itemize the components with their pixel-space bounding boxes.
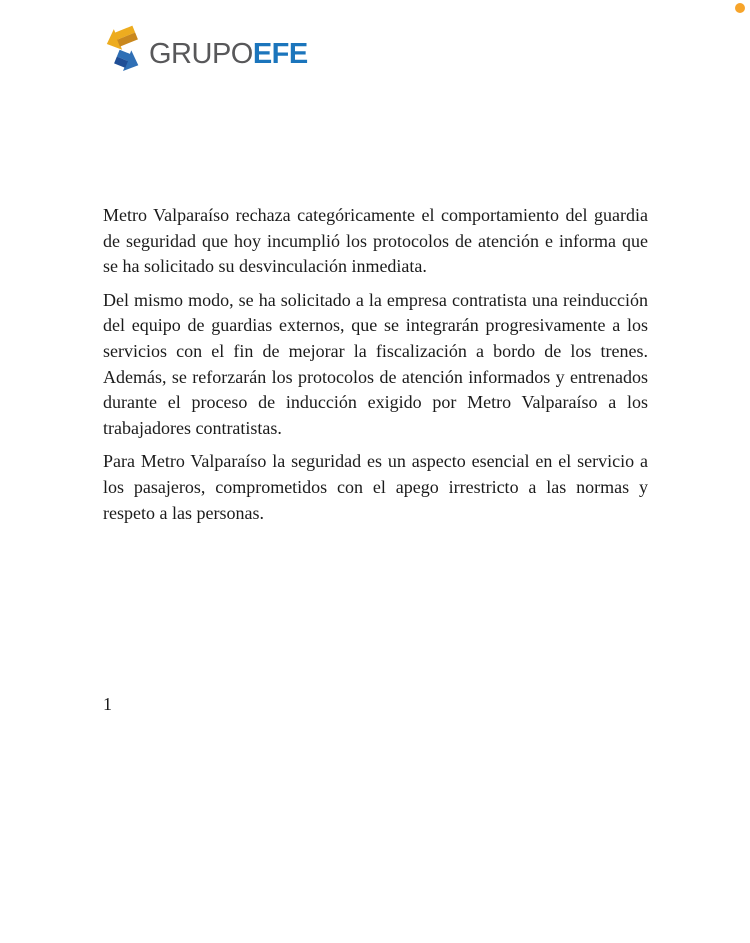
grupo-efe-logo — [105, 24, 308, 75]
page-number: 1 — [103, 694, 112, 714]
logo-wordmark — [149, 30, 308, 69]
efe-arrows-icon — [105, 24, 142, 75]
logo-text-grupo: GRUPO — [149, 38, 253, 70]
logo-text-efe: EFE — [252, 38, 308, 70]
document-paragraph: Del mismo modo, se ha solicitado a la empresa contratista una reinducción del equipo de guardias externos, que se integrarán progresivamente a los servicios con el fin de mejorar la fiscalización a bordo de los trenes. Además, se reforzarán los protocolos de atención informados y entrenados durante el proceso de inducción exigido por Metro Valparaíso a los trabajadores contratistas. — [103, 289, 648, 439]
document-body — [103, 203, 648, 534]
document-paragraph: Para Metro Valparaíso la seguridad es un aspecto esencial en el servicio a los pasajeros, comprometidos con el apego irrestricto a las normas y respeto a las personas. — [103, 451, 648, 523]
orange-status-dot-icon — [735, 3, 745, 13]
document-paragraph: Metro Valparaíso rechaza categóricamente el comportamiento del guardia de seguridad que hoy incumplió los protocolos de atención e informa que se ha solicitado su desvinculación inmediata. — [103, 205, 648, 277]
